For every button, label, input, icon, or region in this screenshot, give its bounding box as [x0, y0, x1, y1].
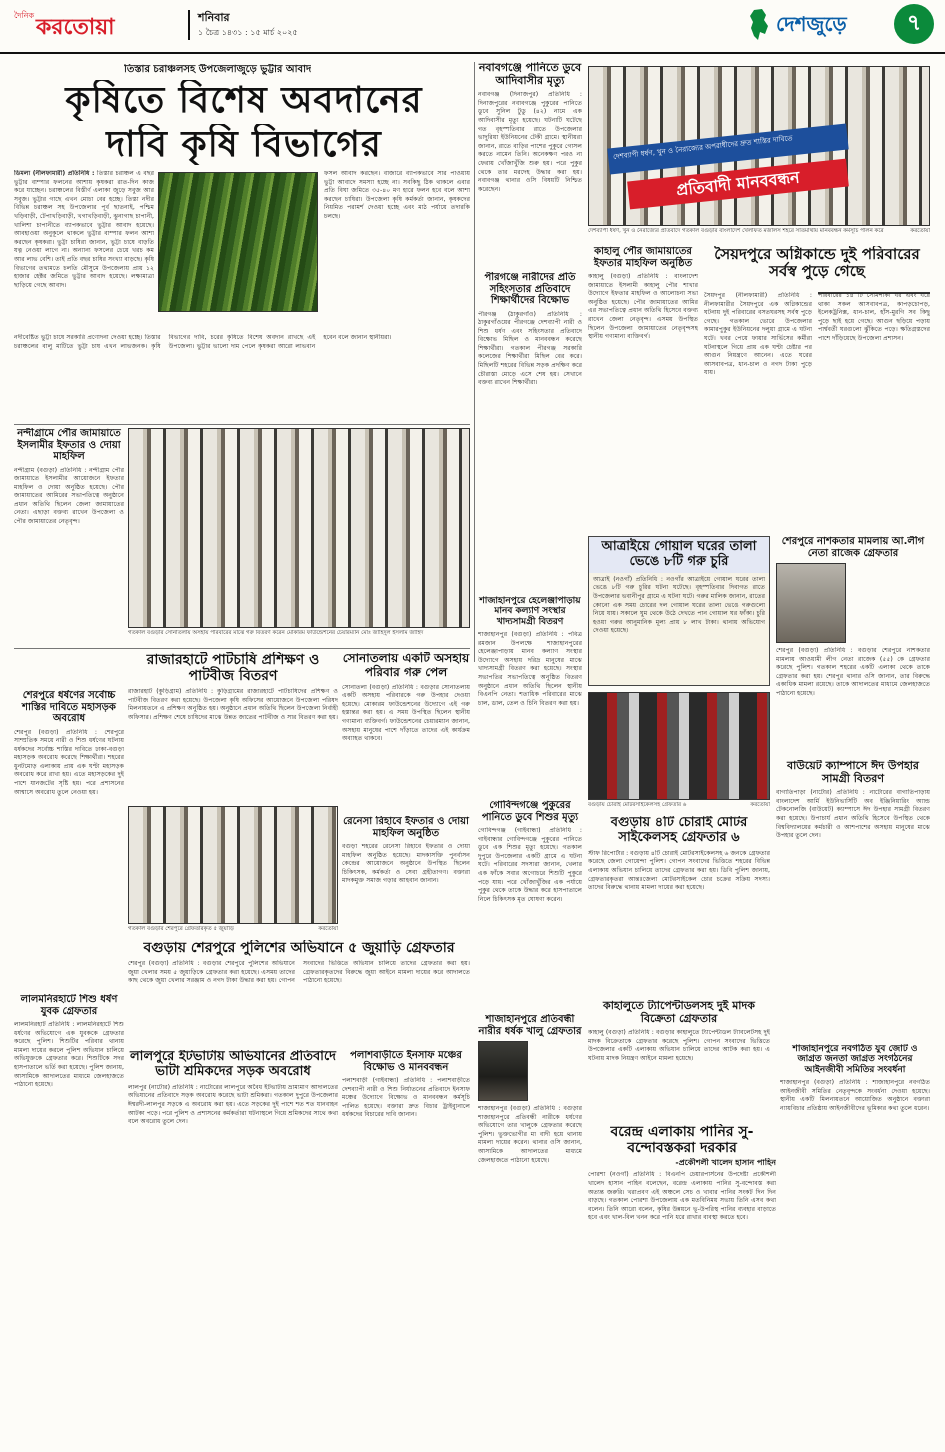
lead-title-line1: কৃষিতে বিশেষ অবদানের — [65, 80, 423, 121]
lead-body-col2: ফসল আবাদ করছেন। বাজারে ব্যাপকভাবে সার পাওয়ায় ভুট্টা আবাদে সমস্যা হচ্ছে না। সবকিছু ঠিক থাকলে এবার প্রতি বিঘা জমিতে ৩৫-৪০ মণ হারে ফলন হবে বলে আশা করছেন চাষিরা। উপজেলা কৃষি কর্মকর্তা জানান, কৃষকদের নিয়মিত পরামর্শ দেওয়া হচ্ছে এবং মাঠ পর্যায়ে তদারকি চলছে। — [324, 170, 470, 220]
issue-date: ১ চৈত্র ১৪৩১ : ১৫ মার্চ ২০২৫ — [198, 28, 298, 37]
story-saidpur-title: সৈয়দপুরে অগ্নিকান্ডে দুই পরিবারের সর্বস্ব পুড়ে গেছে — [714, 246, 920, 281]
masthead — [0, 0, 945, 60]
story-sonatola — [342, 652, 470, 812]
story-sherpur-rape — [14, 690, 124, 990]
section-title: দেশজুড়ে — [776, 12, 847, 36]
story-renesa-title: রেনেসা রিহাবে ইফতার ও দোয়া মাহফিল অনুষ্ঠিত — [343, 816, 469, 839]
story-lalpur-title: লালপুরে ইটভাটায় অভিযানের প্রতিবাদে ভাটা শ্রমিকদের সড়ক অবরোধ — [129, 1050, 337, 1079]
story-shajahanpur-arrest-title: শাজাহানপুরে প্রতিবন্ধী নারীর ধর্ষক খালু গ্রেফতার — [478, 1014, 582, 1037]
lead-body-bottom: নদীবেষ্টিত ভুট্টা চাষে সরকারি প্রণোদনা দেওয়া হচ্ছে। তিস্তার চরাঞ্চলের বালু মাটিতে ভুট্টা চাষ এখন লাভজনক। কৃষি বিভাগের দাবি, চরের কৃষিতে বিশেষ অবদান রাখছে এই উপজেলা। ভুট্টার ভালো দাম পেলে কৃষকরা আরো লাভবান হবেন বলে জানান স্থানীয়রা। — [14, 334, 392, 350]
story-bauet — [776, 760, 930, 1040]
story-nandigram — [14, 428, 124, 688]
jua-arrest-photo — [128, 806, 338, 924]
story-shajahanpur-lawyers-title: শাজাহানপুরে নবগঠিত যুব জোট ও জাগ্রত জনতা জাগ্রত সংগঠনের আইনজীবী সমিতির সংবর্ধনা — [792, 1044, 918, 1075]
protest-caption: দেশব্যাপী ধর্ষণ, খুন ও নৈরাজ্যের প্রতিবাদে গতকাল বগুড়ার বাংলাদেশ খেলাফত মজলিস শহরে সাতমাথায় মানববন্ধন কর্মসূচি পালন করে করতোয়া — [588, 228, 930, 234]
story-palashbari-body: পলাশবাড়ী (গাইবান্ধা) প্রতিনিধি : পলাশবাড়ীতে দেশব্যাপী নারী ও শিশু নির্যাতনের প্রতিবাদে ইনসাফ মঞ্চের উদ্যোগে বিক্ষোভ ও মানববন্ধন কর্মসূচি পালিত হয়েছে। বক্তারা দ্রুত বিচার ট্রাইব্যুনালে ধর্ষকদের বিচারের দাবি জানান। — [342, 1077, 470, 1119]
story-motorcycle-body: স্টাফ রিপোর্টার : বগুড়ায় ৪টি চোরাই মোটরসাইকেলসহ ৬ জনকে গ্রেফতার করেছে জেলা গোয়েন্দা পুলিশ। গোপন সংবাদের ভিত্তিতে শহরের বিভিন্ন এলাকায় অভিযান চালিয়ে তাদের গ্রেফতার করা হয়। ডিবি পুলিশ জানায়, গ্রেফতারকৃতরা আন্তঃজেলা মোটরসাইকেল চোর চক্রের সক্রিয় সদস্য। তাদের বিরুদ্ধে থানায় মামলা দায়ের করা হয়েছে। — [588, 849, 770, 892]
accused-portrait-photo — [776, 563, 846, 643]
story-nandigram-body: নন্দীগ্রাম (বগুড়া) প্রতিনিধি : নন্দীগ্রাম পৌর জামায়াতে ইসলামীর আয়োজনে ইফতার মাহফিল ও দোয়া অনুষ্ঠিত হয়েছে। পৌর জামায়াতের আমিরের সভাপতিত্বে অনুষ্ঠানে প্রধান অতিথি ছিলেন জেলা জামায়াতের নেতা। এছাড়া বক্তব্য রাখেন উপজেলা ও পৌর জামায়াতের নেতৃবৃন্দ। — [14, 466, 124, 526]
story-barind-body: পোরশা (নওগাঁ) প্রতিনিধি : বিএনপি চেয়ারপার্সনের উপদেষ্টা প্রকৌশলী খালেদ হাসান পাহিন বলেছেন, বরেন্দ্র এলাকায় পানির সু-বন্দোবস্ত করা অত্যন্ত জরুরি। খরাপ্রবণ এই অঞ্চলে সেচ ও খাবার পানির সংকট দিন দিন বাড়ছে। গতকাল পোরশা উপজেলায় এক মতবিনিময় সভায় তিনি এসব কথা বলেন। তিনি আরো বলেন, কৃষির উন্নয়নে ভূ-উপরিস্থ পানির ব্যবহার বাড়াতে হবে এবং খাল-বিল খনন করে পানি ধরে রাখার ব্যবস্থা করতে হবে। — [588, 1171, 776, 1222]
corn-field-photo — [158, 172, 318, 312]
story-atrai-body: আত্রাই (নওগাঁ) প্রতিনিধি : নওগাঁর আত্রাইয়ে গোয়াল ঘরের তালা ভেঙে ৮টি গরু চুরির ঘটনা ঘটেছে। বৃহস্পতিবার দিবাগত রাতে উপজেলার ভবানীপুর গ্রামে এ ঘটনা ঘটে। গরুর মালিক জানান, রাতের কোনো এক সময় চোরের দল গোয়াল ঘরের তালা ভেঙে গরুগুলো নিয়ে যায়। সকালে ঘুম থেকে উঠে দেখতে পান গোয়াল ঘর ফাঁকা। চুরি হওয়া গরুর আনুমানিক মূল্য প্রায় ৮ লাখ টাকা। থানায় অভিযোগ দেওয়া হয়েছে। — [593, 575, 765, 635]
lead-story — [14, 62, 470, 422]
story-rajarhat-title: রাজারহাটে পাটচাষি প্রশিক্ষণ ও পাটবীজ বিতরণ — [146, 652, 320, 685]
protest-banner-text: দেশব্যাপী ধর্ষণ, খুন ও নৈরাজ্যের অপরাধীদের দ্রুত শাস্তির দাবিতে — [607, 124, 848, 175]
story-bauet-body: বাগাতিপাড়া (নাটোর) প্রতিনিধি : নাটোরের বাগাতিপাড়ায় বাংলাদেশ আর্মি ইউনিভার্সিটি অব ইঞ্জিনিয়ারিং অ্যান্ড টেকনোলজি (বাউয়েট) ক্যাম্পাসে ঈদ উপহার সামগ্রী বিতরণ করা হয়েছে। উপাচার্য প্রধান অতিথি হিসেবে উপস্থিত থেকে বিশ্ববিদ্যালয়ের কর্মচারী ও আশপাশের অসহায় মানুষের মাঝে উপহার তুলে দেন। — [776, 789, 930, 840]
protest-photo — [588, 66, 930, 226]
story-lalmonirhat — [14, 994, 124, 1434]
story-barind-title: বরেন্দ্র এলাকায় পানির সু-বন্দোবস্তকরা দরকার — [610, 1124, 754, 1157]
story-bogura-police-title: বগুড়ায় শেরপুরে পুলিশের অভিযানে ৫ জুয়াড়ি গ্রেফতার — [143, 940, 455, 956]
paper-small-label: দৈনিক — [14, 11, 35, 20]
lead-body-col1: ডিমলা (নীলফামারী) প্রতিনিধি : তিস্তার চরাঞ্চল এ বছর ভুট্টার বাম্পার ফলনের আশায় কৃষকরা রাত-দিন কাজ করে যাচ্ছেন। চরাঞ্চলের বিস্তীর্ণ এলাকা জুড়ে সবুজ আর সবুজ। ভুট্টার গাছে এখন মোচা বের হচ্ছে। তিস্তা নদীর বিভিন্ন চরাঞ্চল সহ উপজেলার পূর্ব ছাতনাই, পশ্চিম খড়িবাড়ী, টেপাখড়িবাড়ী, খগাখড়িবাড়ী, ঝুনাগাছ চাপানী, খালিশা চাপানীতে ব্যাপকভাবে ভুট্টার আবাদ হয়েছে। আবহাওয়া অনুকূলে থাকলে ভুট্টার বাম্পার ফলন আশা করছেন কৃষকরা। ভুট্টা চাষিরা জানান, ভুট্টা চাষে বাড়তি যত্ন নেওয়া লাগে না। অন্যান্য ফসলের চেয়ে খরচ কম আর লাভ বেশি। তাই প্রতি বছর চাষির সংখ্যা বাড়ছে। কৃষি বিভাগের তথ্যমতে চলতি মৌসুমে উপজেলায় প্রায় ১২ হাজার হেক্টর জমিতে ভুট্টার আবাদ হয়েছে। লক্ষ্যমাত্রা ছাড়িয়ে গেছে আবাদ। — [14, 170, 154, 289]
sonatola-cow-photo — [128, 428, 470, 628]
lead-dateline: ডিমলা (নীলফামারী) প্রতিনিধি : — [14, 170, 95, 177]
story-shajahanpur-body: শাজাহানপুর (বগুড়া) প্রতিনিধি : পবিত্র রমজান উপলক্ষে শাজাহানপুরের হেলেঞ্জাপাড়ায় মানব কল্যাণ সংস্থার উদ্যোগে অসহায় দরিদ্র মানুষের মাঝে খাদ্যসামগ্রী বিতরণ করা হয়েছে। সংস্থার সভাপতির সভাপতিত্বে অনুষ্ঠিত বিতরণ অনুষ্ঠানে প্রধান অতিথি ছিলেন স্থানীয় বিএনপি নেতা। শতাধিক পরিবারের মাঝে চাল, ডাল, তেল ও চিনি বিতরণ করা হয়। — [478, 631, 582, 707]
story-rajarhat — [128, 652, 338, 802]
protest-banner-title: প্রতিবাদী মানববন্ধন — [627, 159, 849, 210]
story-rajarhat-body: রাজারহাট (কুড়িগ্রাম) প্রতিনিধি : কুড়িগ্রামের রাজারহাটে পাটচাষিদের প্রশিক্ষণ ও পাটবীজ বিতরণ করা হয়েছে। উপজেলা কৃষি অফিসের আয়োজনে উপজেলা পরিষদ মিলনায়তনে এ প্রশিক্ষণ অনুষ্ঠিত হয়। অনুষ্ঠানে প্রধান অতিথি ছিলেন উপজেলা নির্বাহী অফিসার। প্রশিক্ষণ শেষে চাষিদের মাঝে উন্নত জাতের পাটবীজ ও সার বিতরণ করা হয়। — [128, 688, 338, 721]
story-sherpur-arrest — [776, 536, 930, 756]
story-barind — [588, 1124, 776, 1434]
story-sherpur-rape-title: শেরপুরে ধর্ষণের সর্বোচ্চ শাস্তির দাবিতে মহাসড়ক অবরোধ — [22, 690, 116, 724]
story-sherpur-arrest-body: শেরপুর (বগুড়া) প্রতিনিধি : বগুড়ার শেরপুরে নাশকতার মামলায় আওয়ামী লীগ নেতা রাজেক (৫৫) কে গ্রেফতার করেছে পুলিশ। গতকাল শহরের একটি এলাকা থেকে তাকে গ্রেফতার করা হয়। শেরপুর থানার ওসি জানান, তার বিরুদ্ধে একাধিক মামলা রয়েছে। তাকে আদালতের মাধ্যমে জেলহাজতে পাঠানো হয়েছে। — [776, 647, 930, 697]
story-motorcycle-title: বগুড়ায় ৪টি চোরাই মোটর সাইকেলসহ গ্রেফতার ৬ — [610, 816, 748, 845]
story-bogura-police-body: শেরপুর (বগুড়া) প্রতিনিধি : বগুড়ার শেরপুরে পুলিশের অভিযানে জুয়া খেলার সময় ৫ জুয়াড়িকে গ্রেফতার করা হয়েছে। এসময় তাদের কাছ থেকে জুয়া খেলার সরঞ্জাম ও নগদ টাকা উদ্ধার করা হয়। গোপন সংবাদের ভিত্তিতে অভিযান চালিয়ে তাদের গ্রেফতার করা হয়। গ্রেফতারকৃতদের বিরুদ্ধে জুয়া আইনে মামলা দায়ের করে আদালতে পাঠানো হয়েছে। — [128, 960, 470, 985]
story-kahalu-title: কাহালু পৌর জামায়াতের ইফতার মাহফিল অনুষ্ঠিত — [593, 246, 693, 269]
story-nawabganj-title: নবাবগঞ্জে পানিতে ডুবে আদিবাসীর মৃত্যু — [478, 62, 582, 87]
story-renesa — [342, 816, 470, 936]
story-sherpur-rape-body: শেরপুর (বগুড়া) প্রতিনিধি : শেরপুরে সাম্প্রতিক সময়ে নারী ও শিশু ধর্ষণের ঘটনায় ধর্ষকদের সর্বোচ্চ শাস্তির দাবিতে ঢাকা-বগুড়া মহাসড়ক অবরোধ করেছে শিক্ষার্থীরা। শহরের ধুনটমোড় এলাকায় প্রায় এক ঘণ্টা মহাসড়ক অবরোধ করে রাখা হয়। এতে মহাসড়কের দুই পাশে যানজটের সৃষ্টি হয়। পরে প্রশাসনের আশ্বাসে অবরোধ তুলে নেওয়া হয়। — [14, 728, 124, 796]
story-bogura-police — [128, 940, 470, 1045]
story-shajahanpur-arrest-body: শাজাহানপুর (বগুড়া) প্রতিনিধি : বগুড়ার শাজাহানপুরে প্রতিবন্ধী নারীকে ধর্ষণের অভিযোগে তার খালুকে গ্রেফতার করেছে পুলিশ। ভুক্তভোগীর মা বাদী হয়ে থানায় মামলা দায়ের করেন। থানার ওসি জানান, আসামিকে আদালতের মাধ্যমে জেলহাজতে পাঠানো হয়েছে। — [478, 1105, 582, 1164]
bangladesh-map-icon — [748, 8, 770, 42]
story-gobindaganj — [478, 800, 582, 1010]
story-kahalu-tapentadol-title: কাহালুতে ট্যাপেন্টাডলসহ দুই মাদক বিক্রেতা গ্রেফতার — [603, 1000, 755, 1025]
story-kahalu-tapentadol — [588, 1000, 770, 1120]
story-pirganj-body: পীরগঞ্জ (ঠাকুরগাঁও) প্রতিনিধি : ঠাকুরগাঁওয়ের পীরগঞ্জে দেশব্যাপী নারী ও শিশু ধর্ষণ এবং সহিংসতার প্রতিবাদে বিক্ষোভ মিছিল ও মানববন্ধন করেছে শিক্ষার্থীরা। গতকাল পীরগঞ্জ সরকারি কলেজের শিক্ষার্থীরা মিছিল বের করে। মিছিলটি শহরের বিভিন্ন সড়ক প্রদক্ষিণ করে চৌরাস্তা মোড়ে এসে শেষ হয়। সেখানে বক্তব্য রাখেন শিক্ষার্থীরা। — [478, 310, 582, 387]
page-number: ৭ — [894, 4, 934, 44]
story-lalpur-body: লালপুর (নাটোর) প্রতিনিধি : নাটোরের লালপুরে অবৈধ ইটভাটায় ভ্রাম্যমাণ আদালতের অভিযানের প্রতিবাদে সড়ক অবরোধ করেছে ভাটা শ্রমিকরা। গতকাল দুপুরে উপজেলার ঈশ্বরদী-লালপুর সড়কে এ অবরোধ করা হয়। এতে সড়কের দুই পাশে শত শত যানবাহন আটকা পড়ে। পরে পুলিশ ও প্রশাসনের কর্মকর্তারা ঘটনাস্থলে গিয়ে শ্রমিকদের সাথে কথা বলে অবরোধ তুলে দেন। — [128, 1083, 338, 1126]
story-atrai — [588, 536, 770, 686]
story-palashbari — [342, 1050, 470, 1290]
paper-logo: করতোয়া — [36, 15, 115, 40]
story-atrai-title: আত্রাইয়ে গোয়াল ঘরের তালা ভেঙে ৮টি গরু চুরি — [589, 537, 769, 573]
story-nawabganj-body: নবাবগঞ্জ (দিনাজপুর) প্রতিনিধি : দিনাজপুরের নবাবগঞ্জে পুকুরের পানিতে ডুবে সুনিল টুডু (৪২) নামে এক আদিবাসীর মৃত্যু হয়েছে। ঘটনাটি ঘটেছে গত বৃহস্পতিবার রাতে উপজেলার ভাদুরিয়া ইউনিয়নের টেকী গ্রামে। স্থানীয়রা জানান, রাতে বাড়ির পাশের পুকুরে গোসল করতে নামেন তিনি। অনেকক্ষণ পরও না ফেরায় খোঁজাখুঁজি শুরু হয়। পরে পুকুর থেকে তার মরদেহ উদ্ধার করা হয়। নবাবগঞ্জ থানার ওসি বিষয়টি নিশ্চিত করেছেন। — [478, 91, 582, 193]
story-palashbari-title: পলাশবাড়ীতে ইনসাফ মঞ্চের বিক্ষোভ ও মানববন্ধন — [350, 1050, 462, 1073]
lead-title-line2: দাবি কৃষি বিভাগের — [106, 124, 382, 165]
story-shajahanpur — [478, 596, 582, 796]
story-nandigram-title: নন্দীগ্রামে পৌর জামায়াতে ইসলামীর ইফতার ও দোয়া মাহফিল — [17, 428, 121, 462]
story-kahalu-tapentadol-body: কাহালু (বগুড়া) প্রতিনিধি : বগুড়ার কাহালুতে ট্যাপেন্টাডল ট্যাবলেটসহ দুই মাদক বিক্রেতাকে গ্রেফতার করেছে পুলিশ। গোপন সংবাদের ভিত্তিতে উপজেলার একটি এলাকায় অভিযান চালিয়ে তাদের আটক করা হয়। এ ঘটনায় মাদক নিয়ন্ত্রণ আইনে মামলা হয়েছে। — [588, 1029, 770, 1063]
weekday: শনিবার — [198, 11, 230, 24]
story-shajahanpur-title: শাজাহানপুরে হেলেঞ্জাপাড়ায় মানব কল্যাণ সংস্থার খাদ্যসামগ্রী বিতরণ — [479, 596, 581, 627]
story-gobindaganj-body: গোবিন্দগঞ্জ (গাইবান্ধা) প্রতিনিধি : গাইবান্ধার গোবিন্দগঞ্জে পুকুরের পানিতে ডুবে এক শিশুর মৃত্যু হয়েছে। গতকাল দুপুরে উপজেলার একটি গ্রামে এ ঘটনা ঘটে। পরিবারের সদস্যরা জানান, খেলার এক ফাঁকে সবার অগোচরে শিশুটি পুকুরে পড়ে যায়। পরে খোঁজাখুঁজির এক পর্যায়ে পুকুর থেকে তাকে উদ্ধার করে হাসপাতালে নিলে চিকিৎসক মৃত ঘোষণা করেন। — [478, 827, 582, 903]
story-motorcycle — [588, 816, 770, 996]
accused-khalu-photo — [478, 1041, 528, 1101]
story-lalpur — [128, 1050, 338, 1430]
story-barind-byline: -প্রকৌশলী খালেদ হাসান পাহিন — [675, 1158, 776, 1168]
story-saidpur-body: সৈয়দপুর (নীলফামারী) প্রতিনিধি : নীলফামারীর সৈয়দপুরে এক অগ্নিকান্ডের ঘটনায় দুই পরিবারের বসতঘরসহ সর্বস্ব পুড়ে গেছে। গতকাল ভোরে উপজেলার কামারপুকুর ইউনিয়নের দলুয়া গ্রামে এ ঘটনা ঘটে। খবর পেয়ে ফায়ার সার্ভিসের কর্মীরা ঘটনাস্থলে গিয়ে প্রায় এক ঘণ্টা চেষ্টার পর আগুন নিয়ন্ত্রণে আনেন। এতে ঘরের আসবাবপত্র, ধান-চাল ও নগদ টাকা পুড়ে যায়। — [704, 292, 812, 377]
motorcycle-photo — [588, 692, 770, 800]
story-sonatola-body: সোনাতলা (বগুড়া) প্রতিনিধি : বগুড়ার সোনাতলায় একটি অসহায় পরিবারকে গরু উপহার দেওয়া হয়েছে। মোকারম ফাউন্ডেশনের উদ্যোগে এই গরু হস্তান্তর করা হয়। এ সময় উপস্থিত ছিলেন স্থানীয় গণ্যমান্য ব্যক্তিবর্গ। ফাউন্ডেশনের চেয়ারম্যান জানান, অসহায় মানুষের পাশে দাঁড়াতে তাদের এই কার্যক্রম অব্যাহত থাকবে। — [342, 683, 470, 743]
story-lalmonirhat-title: লালমনিরহাটে শিশু ধর্ষণ যুবক গ্রেফতার — [20, 994, 118, 1017]
jua-arrest-caption: গতকাল বগুড়ার শেরপুরে গ্রেফতারকৃত ৫ জুয়াড়ি করতোয়া — [128, 926, 338, 932]
lead-kicker: তিস্তার চরাঞ্চলসহ উপজেলাজুড়ে ভুট্টার আবাদ — [124, 64, 312, 75]
story-saidpur-body2: পরিবারের ১৪ টি সেমিপাকা ঘর এবং ঘরে থাকা সকল আসবাবপত্র, কাপড়চোপড়, ইলেকট্রনিক্স, ধান-চাল, হাঁস-মুরগি সব কিছু পুড়ে ছাই হয়ে গেছে। আগুন ছড়িয়ে পড়ায় পার্শ্ববর্তী ঘরগুলো ঝুঁকিতে পড়ে। ক্ষতিগ্রস্তদের পাশে দাঁড়িয়েছে উপজেলা প্রশাসন। — [818, 292, 930, 342]
story-pirganj — [478, 272, 582, 592]
sonatola-photo-caption: গতকাল বগুড়ার সোনাতলায় অসহায় পরিবারের মাঝে গরু বিতরণ করেন মোকারম ফাউন্ডেশনের চেয়ারম্যান মোঃ জাহিদুল ইসলাম জাহিদ — [128, 630, 424, 636]
story-kahalu-body: কাহালু (বগুড়া) প্রতিনিধি : বাংলাদেশ জামায়াতে ইসলামী কাহালু পৌর শাখার উদ্যোগে ইফতার মাহফিল ও আলোচনা সভা অনুষ্ঠিত হয়েছে। পৌর জামায়াতের আমির এর সভাপতিত্বে প্রধান অতিথি হিসেবে বক্তব্য রাখেন জেলা নেতৃবৃন্দ। এসময় উপস্থিত ছিলেন উপজেলা জামায়াতের নেতৃবৃন্দসহ স্থানীয় গণ্যমান্য ব্যক্তিবর্গ। — [588, 273, 698, 341]
story-sonatola-title: সোনাতলায় একটি অসহায় পরিবার গরু পেল — [342, 652, 470, 679]
story-shajahanpur-arrest — [478, 1014, 582, 1264]
story-pirganj-title: পীরগঞ্জে নারীদের প্রতি সহিংসতার প্রতিবাদে শিক্ষার্থীদের বিক্ষোভ — [484, 272, 576, 306]
story-lalmonirhat-body: লালমনিরহাট প্রতিনিধি : লালমনিরহাটে শিশু ধর্ষণের অভিযোগে এক যুবককে গ্রেফতার করেছে পুলিশ। শিশুটির পরিবার থানায় মামলা দায়ের করলে পুলিশ অভিযান চালিয়ে অভিযুক্তকে গ্রেফতার করে। শিশুটিকে সদর হাসপাতালে ভর্তি করা হয়েছে। পুলিশ জানায়, আসামিকে আদালতের মাধ্যমে জেলহাজতে পাঠানো হয়েছে। — [14, 1021, 124, 1089]
story-renesa-body: বগুড়া শহরের রেনেসা রিহাবে ইফতার ও দোয়া মাহফিল অনুষ্ঠিত হয়েছে। মাদকাসক্তি পুনর্বাসন কেন্দ্রের আয়োজনে অনুষ্ঠানে উপস্থিত ছিলেন চিকিৎসক, কর্মকর্তা ও সেবা গ্রহীতাগণ। বক্তারা মাদকমুক্ত সমাজ গড়ার আহবান জানান। — [342, 843, 470, 885]
story-nawabganj — [478, 62, 582, 267]
story-shajahanpur-lawyers-body: শাজাহানপুর (বগুড়া) প্রতিনিধি : শাজাহানপুরে নবগঠিত আইনজীবী সমিতির নেতৃবৃন্দকে সংবর্ধনা দেওয়া হয়েছে। স্থানীয় একটি মিলনায়তনে আয়োজিত অনুষ্ঠানে বক্তারা ন্যায়বিচার প্রতিষ্ঠায় আইনজীবীদের ভূমিকার কথা তুলে ধরেন। — [780, 1079, 930, 1112]
story-bauet-title: বাউয়েট ক্যাম্পাসে ঈদ উপহার সামগ্রী বিতরণ — [787, 760, 919, 785]
story-sherpur-arrest-title: শেরপুরে নাশকতার মামলায় আ.লীগ নেতা রাজেক গ্রেফতার — [781, 536, 925, 559]
story-shajahanpur-lawyers — [780, 1044, 930, 1434]
motorcycle-caption: বগুড়ায় চোরাই মোটরসাইকেলসহ গ্রেফতার ৬ করতোয়া — [588, 802, 770, 808]
story-gobindaganj-title: গোবিন্দগঞ্জে পুকুরের পানিতে ডুবে শিশুর মৃত্যু — [481, 800, 579, 823]
